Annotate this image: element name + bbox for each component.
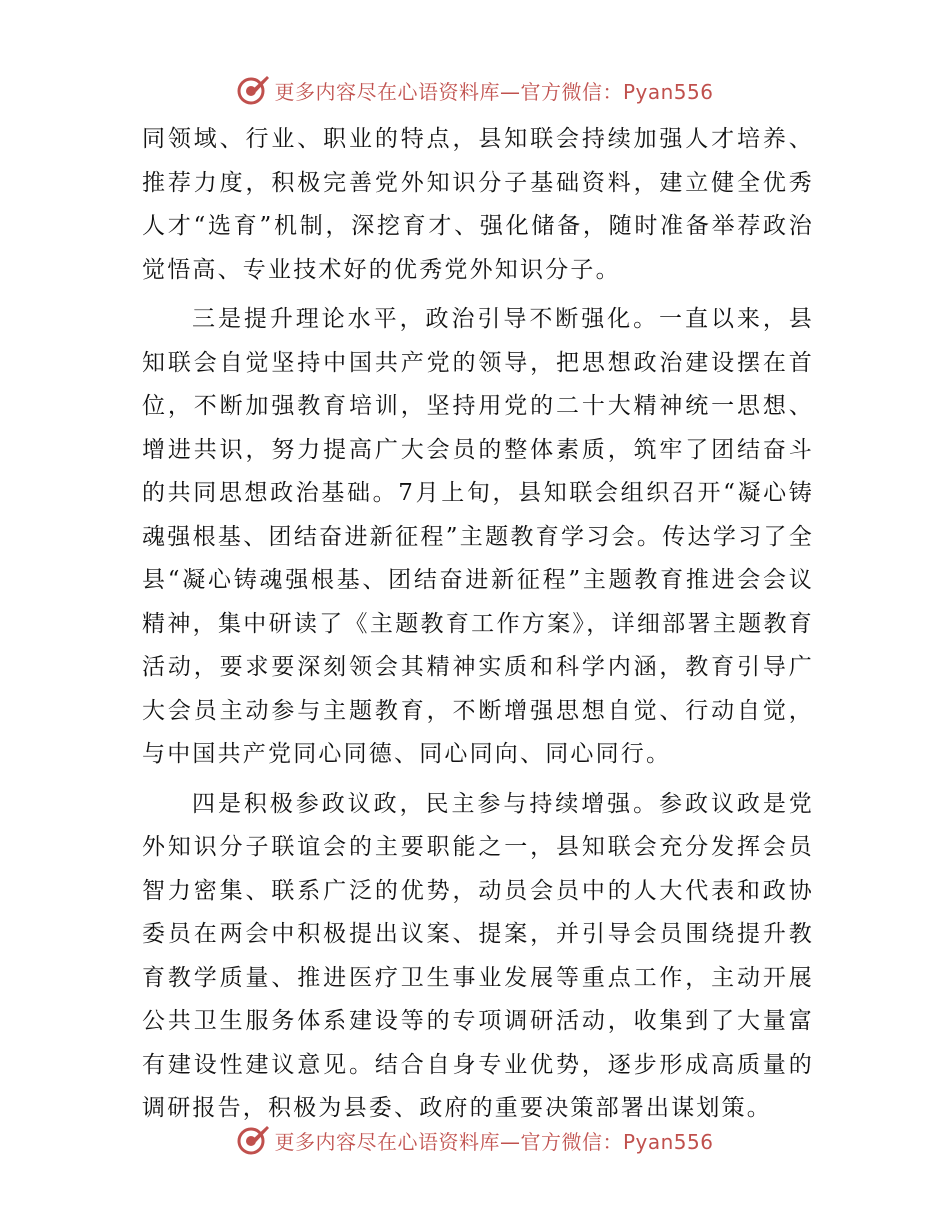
paragraph-politics: 四是积极参政议政，民主参与持续增强。参政议政是党外知识分子联谊会的主要职能之一，县知联会充分发挥会员智力密集、联系广泛的优势，动员会员中的人大代表和政协委员在两会中积极提出议案、提案，并引导会员围绕提升教育教学质量、推进医疗卫生事业发展等重点工作，主动开展公共卫生服务体系建设等的专项调研活动，收集到了大量富有建设性建议意见。结合自身专业优势，逐步形成高质量的调研报告，积极为县委、政府的重要决策部署出谋划策。 <box>142 790 814 1121</box>
brush-logo-icon <box>236 1123 270 1157</box>
document-body <box>142 118 814 1137</box>
paragraph-theory: 三是提升理论水平，政治引导不断强化。一直以来，县知联会自觉坚持中国共产党的领导，把思想政治建设摆在首位，不断加强教育培训，坚持用党的二十大精神统一思想、增进共识，努力提高广大会员的整体素质，筑牢了团结奋斗的共同思想政治基础。7月上旬，县知联会组织召开“凝心铸魂强根基、团结奋进新征程”主题教育学习会。传达学习了全县“凝心铸魂强根基、团结奋进新征程”主题教育推进会会议精神，集中研读了《主题教育工作方案》，详细部署主题教育活动，要求要深刻领会其精神实质和科学内涵，教育引导广大会员主动参与主题教育，不断增强思想自觉、行动自觉，与中国共产党同心同德、同心同向、同心同行。 <box>142 306 814 767</box>
watermark-footer <box>0 1120 950 1160</box>
brush-logo-icon <box>236 73 270 107</box>
paragraph-continuation: 同领域、行业、职业的特点，县知联会持续加强人才培养、推荐力度，积极完善党外知识分子基础资料，建立健全优秀人才“选育”机制，深挖育才、强化储备，随时准备举荐政治觉悟高、专业技术好的优秀党外知识分子。 <box>142 126 814 283</box>
watermark-text: 更多内容尽在心语资料库—官方微信：Pyan556 <box>274 79 714 104</box>
watermark-header <box>0 70 950 110</box>
watermark-text: 更多内容尽在心语资料库—官方微信：Pyan556 <box>274 1129 714 1154</box>
